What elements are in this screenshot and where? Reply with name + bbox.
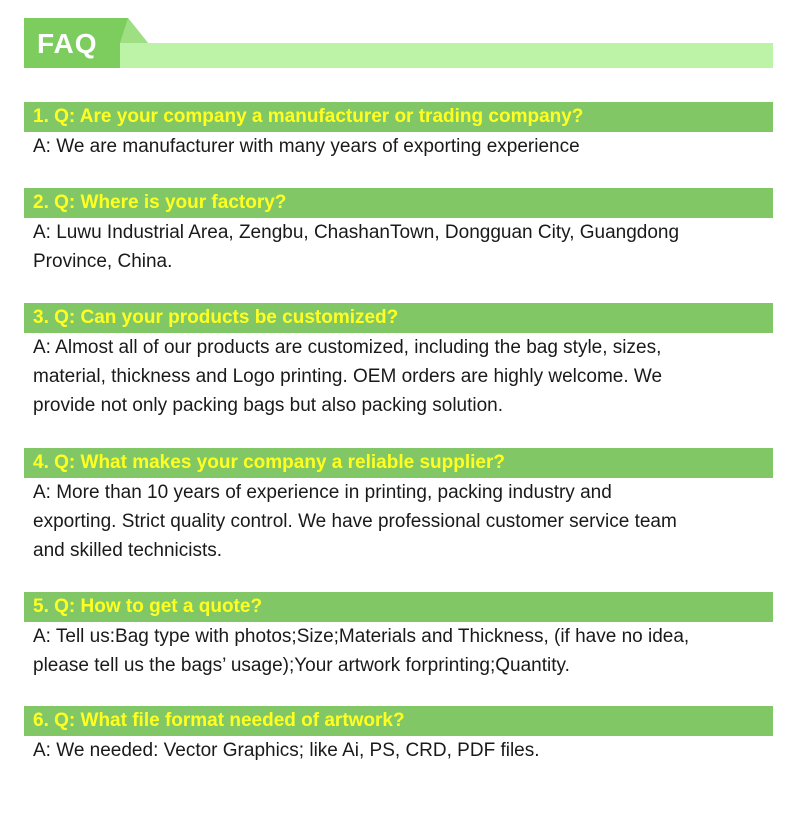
faq-question-6: 6. Q: What file format needed of artwork? <box>24 706 773 736</box>
faq-answer-4: A: More than 10 years of experience in printing, packing industry and exporting. Strict quality control. We have professional customer service team and skilled technicists. <box>33 482 677 561</box>
faq-item-4 <box>24 448 773 565</box>
faq-question-2: 2. Q: Where is your factory? <box>24 188 773 218</box>
faq-question-4: 4. Q: What makes your company a reliable supplier? <box>24 448 773 478</box>
faq-item-3 <box>24 303 773 420</box>
faq-question-5: 5. Q: How to get a quote? <box>24 592 773 622</box>
faq-item-1 <box>24 102 773 161</box>
faq-item-5 <box>24 592 773 680</box>
faq-answer-5: A: Tell us:Bag type with photos;Size;Materials and Thickness, (if have no idea, please tell us the bags’ usage);Your artwork forprinting;Quantity. <box>33 626 690 676</box>
faq-answer-6: A: We needed: Vector Graphics; like Ai, PS, CRD, PDF files. <box>33 740 540 761</box>
faq-answer-3: A: Almost all of our products are customized, including the bag style, sizes, material, thickness and Logo printing. OEM orders are highly welcome. We provide not only packing bags but also packing solution. <box>33 337 663 416</box>
faq-item-2 <box>24 188 773 276</box>
page-title: FAQ <box>37 28 98 59</box>
faq-question-1: 1. Q: Are your company a manufacturer or trading company? <box>24 102 773 132</box>
faq-answer-2: A: Luwu Industrial Area, Zengbu, ChashanTown, Dongguan City, Guangdong Province, China. <box>33 222 680 272</box>
faq-item-6 <box>24 706 773 765</box>
faq-answer-1: A: We are manufacturer with many years of exporting experience <box>33 136 580 157</box>
faq-question-3: 3. Q: Can your products be customized? <box>24 303 773 333</box>
